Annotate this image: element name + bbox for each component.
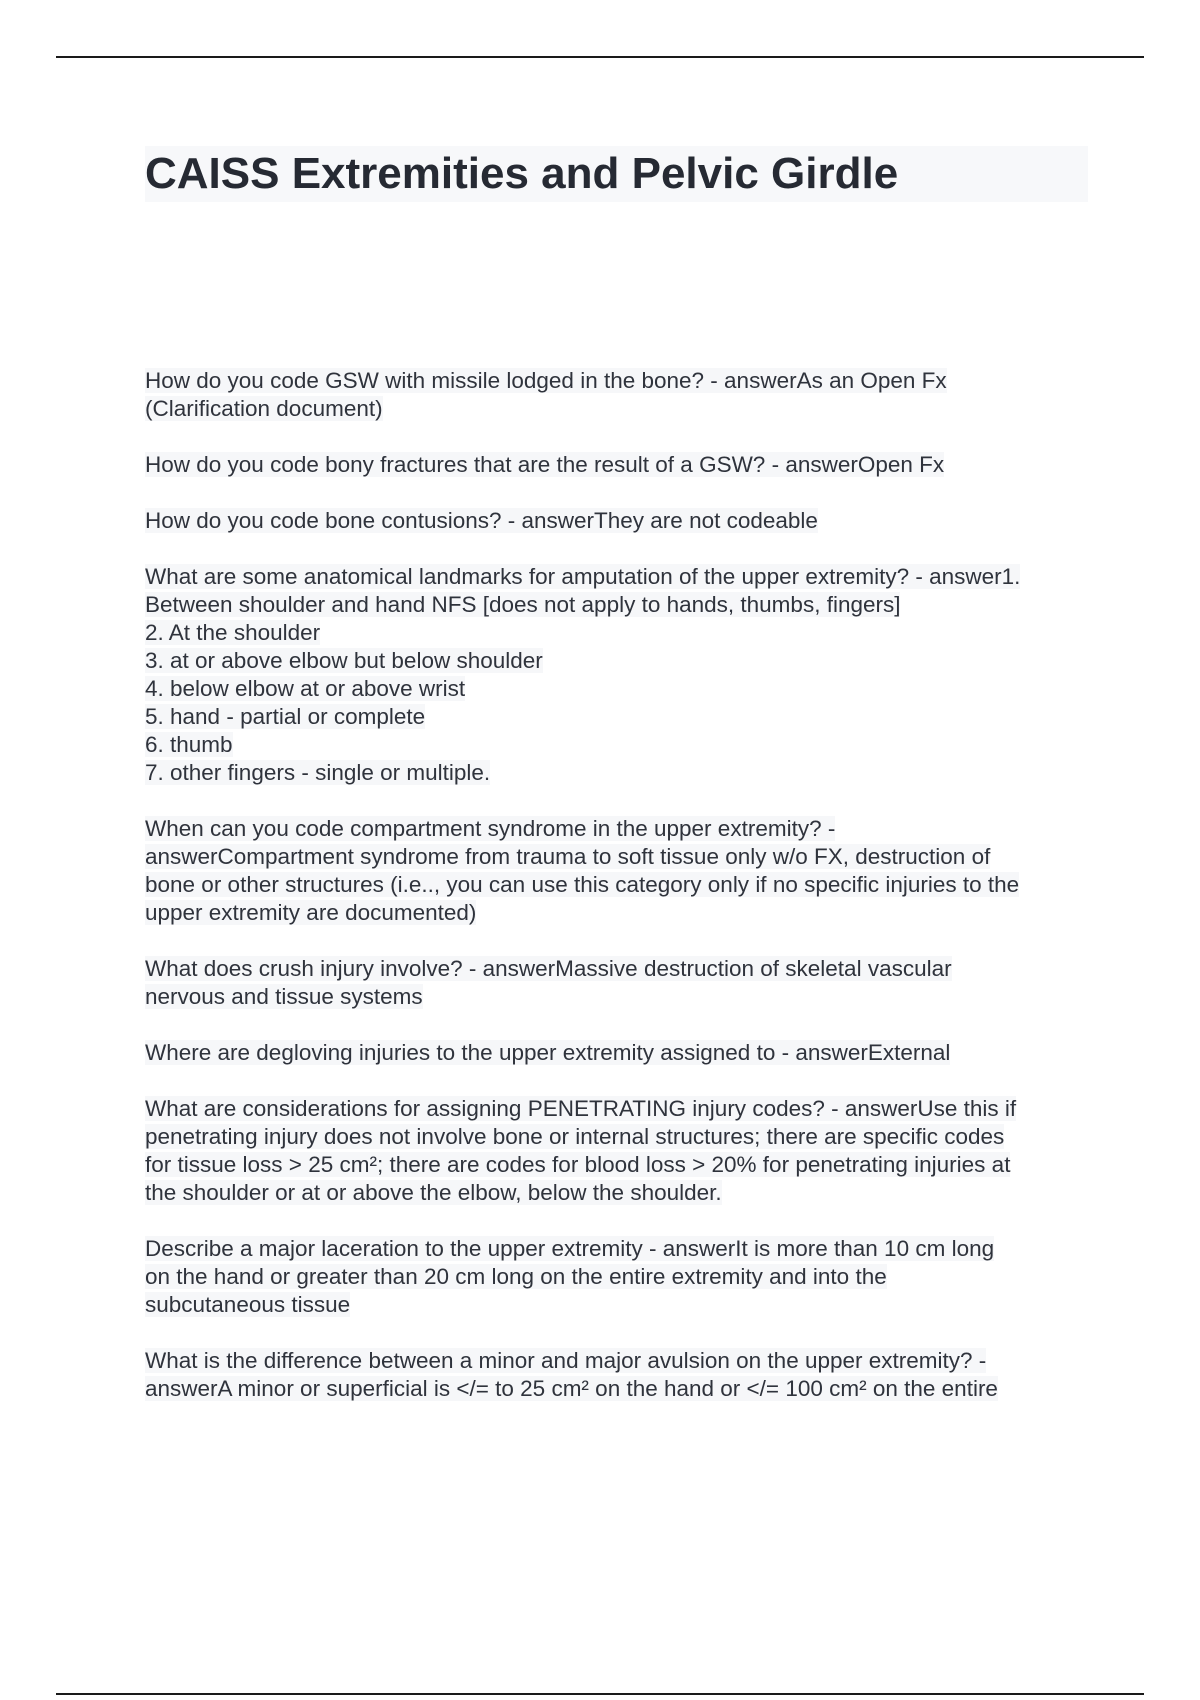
qa-line <box>145 1375 1088 1403</box>
qa-line-text: 6. thumb <box>145 732 233 757</box>
qa-line-text: penetrating injury does not involve bone or internal structures; there are specific codes <box>145 1124 1005 1149</box>
qa-line-text: 5. hand - partial or complete <box>145 704 426 729</box>
qa-line-text: on the hand or greater than 20 cm long on the entire extremity and into the <box>145 1264 887 1289</box>
qa-line <box>145 1179 1088 1207</box>
qa-line-text: 3. at or above elbow but below shoulder <box>145 648 543 673</box>
qa-entry <box>145 1095 1088 1207</box>
qa-line-text: upper extremity are documented) <box>145 900 477 925</box>
qa-line <box>145 731 1088 759</box>
qa-line <box>145 759 1088 787</box>
qa-line <box>145 451 1088 479</box>
qa-line <box>145 703 1088 731</box>
qa-line-text: What is the difference between a minor and major avulsion on the upper extremity? - <box>145 1348 987 1373</box>
qa-line-text: 2. At the shoulder <box>145 620 321 645</box>
qa-line-text: Where are degloving injuries to the upper extremity assigned to - answerExternal <box>145 1040 951 1065</box>
qa-line-text: the shoulder or at or above the elbow, below the shoulder. <box>145 1180 722 1205</box>
qa-entry <box>145 1039 1088 1067</box>
qa-line-text: answerCompartment syndrome from trauma to soft tissue only w/o FX, destruction of <box>145 844 991 869</box>
qa-entry <box>145 507 1088 535</box>
qa-line-text: for tissue loss > 25 cm²; there are codes for blood loss > 20% for penetrating injuries at <box>145 1152 1011 1177</box>
qa-line-text: How do you code GSW with missile lodged in the bone? - answerAs an Open Fx <box>145 368 947 393</box>
qa-line-text: Between shoulder and hand NFS [does not apply to hands, thumbs, fingers] <box>145 592 901 617</box>
qa-line-text: nervous and tissue systems <box>145 984 423 1009</box>
qa-line <box>145 1263 1088 1291</box>
qa-line <box>145 647 1088 675</box>
qa-line <box>145 675 1088 703</box>
qa-line <box>145 507 1088 535</box>
qa-line <box>145 1235 1088 1263</box>
qa-line <box>145 1039 1088 1067</box>
qa-line-text: What does crush injury involve? - answerMassive destruction of skeletal vascular <box>145 956 952 981</box>
bottom-rule <box>56 1693 1144 1695</box>
qa-line <box>145 815 1088 843</box>
qa-line-text: 7. other fingers - single or multiple. <box>145 760 491 785</box>
qa-line-text: How do you code bony fractures that are the result of a GSW? - answerOpen Fx <box>145 452 945 477</box>
qa-line-text: When can you code compartment syndrome in the upper extremity? - <box>145 816 836 841</box>
qa-line <box>145 1151 1088 1179</box>
qa-entry <box>145 1235 1088 1319</box>
top-rule <box>56 56 1144 58</box>
qa-line-text: How do you code bone contusions? - answerThey are not codeable <box>145 508 818 533</box>
qa-line-text: bone or other structures (i.e.., you can use this category only if no specific injuries to the <box>145 872 1020 897</box>
qa-entry <box>145 955 1088 1011</box>
qa-line <box>145 1291 1088 1319</box>
qa-content <box>145 367 1088 1431</box>
qa-line-text: What are considerations for assigning PENETRATING injury codes? - answerUse this if <box>145 1096 1017 1121</box>
qa-line-text: (Clarification document) <box>145 396 383 421</box>
qa-entry <box>145 1347 1088 1403</box>
title-block <box>145 146 1088 202</box>
qa-line <box>145 899 1088 927</box>
qa-entry <box>145 367 1088 423</box>
qa-line <box>145 871 1088 899</box>
qa-line-text: 4. below elbow at or above wrist <box>145 676 466 701</box>
qa-line-text: What are some anatomical landmarks for amputation of the upper extremity? - answer1. <box>145 564 1021 589</box>
qa-line <box>145 395 1088 423</box>
qa-line <box>145 619 1088 647</box>
qa-line <box>145 563 1088 591</box>
qa-line <box>145 1347 1088 1375</box>
qa-line-text: subcutaneous tissue <box>145 1292 351 1317</box>
qa-line-text: answerA minor or superficial is </= to 25 cm² on the hand or </= 100 cm² on the entire <box>145 1376 998 1401</box>
qa-line <box>145 367 1088 395</box>
qa-line <box>145 955 1088 983</box>
qa-entry <box>145 815 1088 927</box>
qa-line-text: Describe a major laceration to the upper extremity - answerIt is more than 10 cm long <box>145 1236 995 1261</box>
document-title: CAISS Extremities and Pelvic Girdle <box>145 149 899 198</box>
qa-line <box>145 591 1088 619</box>
qa-line <box>145 983 1088 1011</box>
qa-line <box>145 1123 1088 1151</box>
qa-line <box>145 1095 1088 1123</box>
qa-entry <box>145 563 1088 787</box>
qa-line <box>145 843 1088 871</box>
qa-entry <box>145 451 1088 479</box>
